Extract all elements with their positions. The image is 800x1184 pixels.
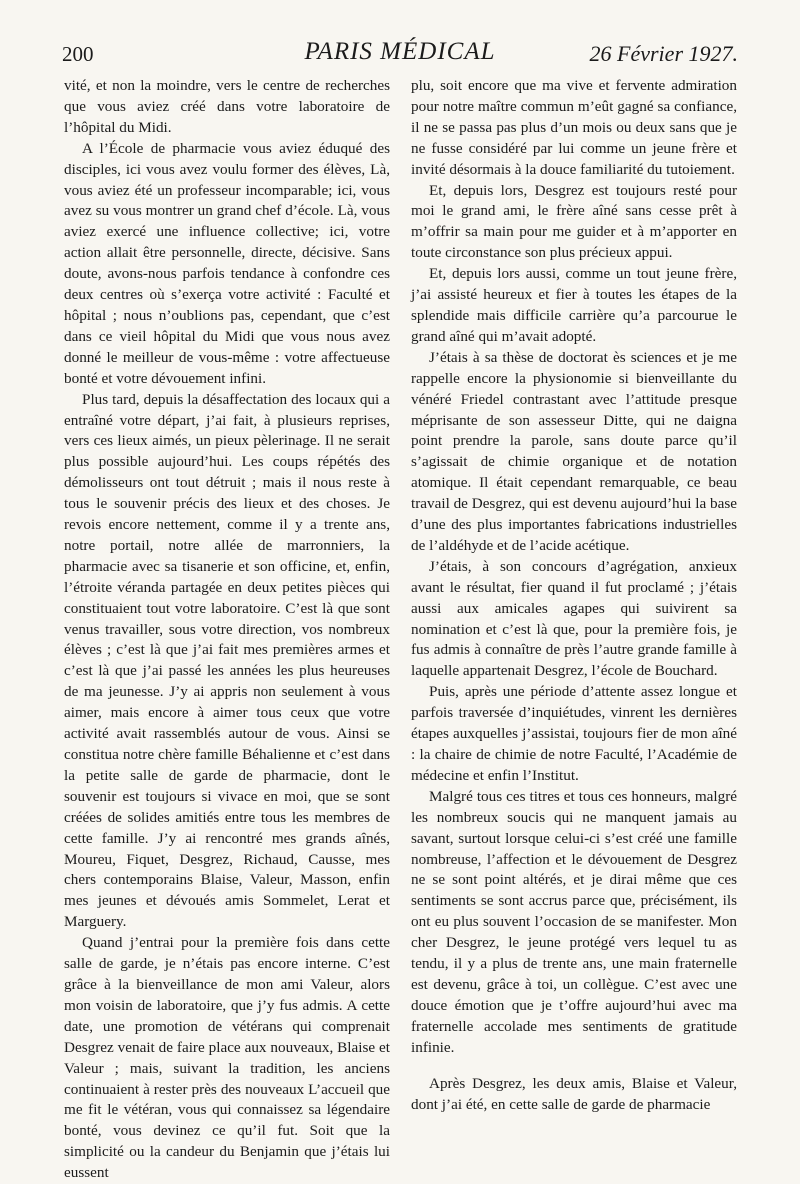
paragraph: J’étais, à son concours d’agrégation, anxieux avant le résultat, fier quand il fut proclamé ; j’étais aussi aux amicales agapes qui suivirent sa nomination et c’est là que, pour la première fois, je fus admis à connaître de près l’autre grande famille à laquelle appartenait Desgrez, l’école de Bouchard. xyxy=(411,557,737,680)
running-header xyxy=(62,38,738,68)
paragraph: Plus tard, depuis la désaffectation des locaux qui a entraîné votre départ, j’ai fait, à plusieurs reprises, vers ces lieux aimés, un pieux pèlerinage. Il ne serait plus possible aujourd’hui. Les coups répétés des démolisseurs ont tout détruit ; mais il nous reste à tous le souvenir précis des lieux et des choses. Je revois encore nettement, comme il y a trente ans, notre portail, notre allée de marronniers, la pharmacie avec sa tisanerie et son officine, et, enfin, l’étroite véranda partagée en deux petites pièces qui constituaient tout votre laboratoire. C’est là que sont venus travailler, sous votre direction, vos nombreux élèves ; c’est là que j’ai fait mes premières armes et c’est là que j’ai passé les années les plus heureuses de ma jeunesse. J’y ai appris non seulement à vous aimer, mais encore à aimer tous ceux que votre activité avait rassemblés autour de vous. Ainsi se constitua notre chère famille Béhalienne et c’est dans la petite salle de garde de pharmacie, dont le souvenir est toujours si vivace en moi, que se sont créées de solides amitiés entre tous les membres de cette famille. J’y ai rencontré mes grands aînés, Moureu, Fiquet, Desgrez, Richaud, Causse, mes chers contemporains Blaise, Valeur, Masson, enfin mes jeunes et dévoués amis Sommelet, Lerat et Marguery. xyxy=(64,390,390,931)
paragraph: Puis, après une période d’attente assez longue et parfois traversée d’inquiétudes, vinrent les dernières étapes auxquelles j’assistai, toujours fier de mon aîné : la chaire de chimie de notre Faculté, l’Académie de médecine et enfin l’Institut. xyxy=(411,683,737,784)
paragraph: vité, et non la moindre, vers le centre de recherches que vous aviez créé dans votre laboratoire de l’hôpital du Midi. xyxy=(64,77,390,136)
paragraph: A l’École de pharmacie vous aviez éduqué des disciples, ici vous avez voulu former des élèves, Là, vous aviez été un professeur incomparable; ici, vous avez su vous montrer un grand chef d’école. Là, vous aviez exercé une influence collective; ici, votre action allait être personnelle, directe, décisive. Sans doute, avons-nous parfois tendance à confondre ces deux centres où s’exerça votre activité : Faculté et hôpital ; nous n’oublions pas, cependant, que c’est dans ce vieil hôpital du Midi que vous nous avez donné le meilleur de vous-même : votre affectueuse bonté et votre dévouement infini. xyxy=(64,139,390,387)
right-column xyxy=(411,76,737,1115)
page-number: 200 xyxy=(62,42,94,66)
paragraph: Et, depuis lors, Desgrez est toujours resté pour moi le grand ami, le frère aîné sans cesse prêt à m’offrir sa main pour me guider et à m’apporter en toute circonstance son plus précieux appui. xyxy=(411,181,737,262)
journal-title: PARIS MÉDICAL xyxy=(304,38,496,65)
paragraph: Et, depuis lors aussi, comme un tout jeune frère, j’ai assisté heureux et fier à toutes les étapes de la splendide mais difficile carrière qu’a parcourue le grand aîné qui m’avait adopté. xyxy=(411,265,737,345)
left-column xyxy=(64,76,390,1184)
paragraph: plu, soit encore que ma vive et fervente admiration pour notre maître commun m’eût gagné sa confiance, il ne se passa pas plus d’un mois ou deux sans que je ne fusse considéré par lui comme un jeune frère et invité désormais à la douce familiarité du tutoiement. xyxy=(411,77,737,178)
paragraph: Quand j’entrai pour la première fois dans cette salle de garde, je n’étais pas encore interne. C’est grâce à la bienveillance de mon ami Valeur, alors mon voisin de laboratoire, que j’y fus admis. A cette date, une promotion de vétérans qui comprenait Desgrez venait de faire place aux nouveaux, Blaise et Valeur ; mais, suivant la tradition, les anciens continuaient à rester près des nouveaux L’accueil que me fit le vétéran, vous qui connaissez sa légendaire bonté, vous devinez ce qu’il fut. Soit que la simplicité ou la candeur du Benjamin que j’étais lui eussent xyxy=(64,934,390,1182)
paragraph: J’étais à sa thèse de doctorat ès sciences et je me rappelle encore la physionomie si bienveillante du vénéré Friedel contrastant avec l’attitude presque méprisante de son assesseur Ditte, qui ne daigna point prendre la parole, sans doute parce qu’il s’agissait de chimie organique et de notation atomique. Il était cependant remarquable, ce beau travail de Desgrez, qui est devenu aujourd’hui la base d’une des plus importantes fabrications industrielles de l’aldéhyde et de l’acide acétique. xyxy=(411,348,737,554)
paragraph: Après Desgrez, les deux amis, Blaise et Valeur, dont j’ai été, en cette salle de garde de pharmacie xyxy=(411,1074,737,1113)
paragraph: Malgré tous ces titres et tous ces honneurs, malgré les nombreux soucis qui ne manquent jamais au savant, surtout lorsque celui-ci s’est créé une famille nombreuse, l’affection et le dévouement de Desgrez ne se sont point altérés, et je dirai même que ces sentiments se sont accrus parce que, précisément, ils ont eu plus souvent l’occasion de se manifester. Mon cher Desgrez, le jeune protégé vers lequel tu as tendu, il y a plus de trente ans, une main fraternelle est devenu, grâce à toi, un collègue. C’est avec une douce émotion que je t’offre aujourd’hui avec ma fraternelle accolade mes sentiments de gratitude infinie. xyxy=(411,787,737,1056)
issue-date: 26 Février 1927. xyxy=(589,41,738,66)
